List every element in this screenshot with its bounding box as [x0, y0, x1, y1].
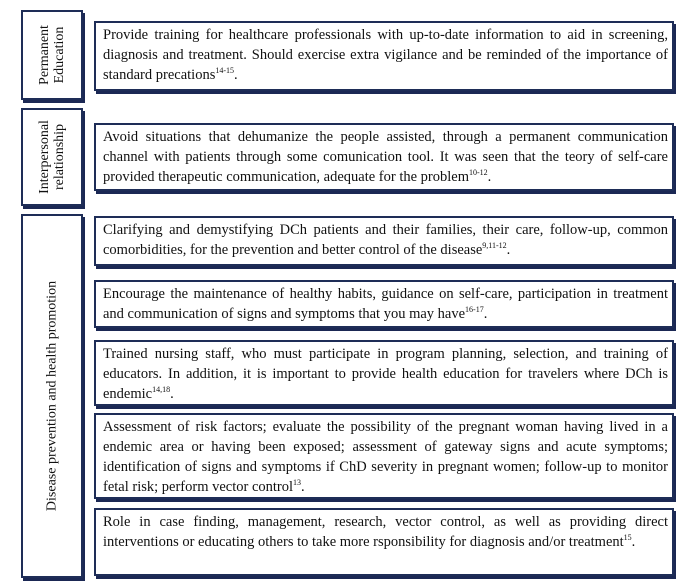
item-ref: 14,18	[152, 385, 171, 394]
category-label: Permanent Education	[37, 25, 67, 85]
item-ref: 9,11-12	[482, 241, 507, 250]
item-end: .	[234, 67, 238, 83]
item-end: .	[170, 386, 174, 402]
item-text: Clarifying and demystifying DCh patients and their families, their care, follow-up, common comorbidities, for the prevention and better control of the disease	[103, 222, 668, 258]
item-text: Avoid situations that dehumanize the people assisted, through a permanent communication channel with patients through some comunication tool. It was seen that the teory of self-care provided therapeutic communication, adequate for the problem	[103, 129, 668, 185]
item-box	[94, 123, 674, 191]
item-end: .	[631, 534, 636, 550]
item-end: .	[506, 242, 511, 258]
category-disease-prevention	[21, 214, 83, 578]
category-label: Interpersonal relationship	[37, 120, 67, 194]
item-box	[94, 21, 674, 91]
item-end: .	[483, 306, 488, 322]
item-box	[94, 508, 674, 576]
category-permanent-education	[21, 10, 83, 100]
item-end: .	[301, 479, 305, 495]
item-ref: 14-15	[215, 66, 235, 75]
item-text: Assessment of risk factors; evaluate the possibility of the pregnant woman having lived in a endemic area or having been exposed; assessment of gateway signs and acute symptoms; identification of signs and symptoms if ChD severity in pregnant women; follow-up to monitor fetal risk; perform vector control	[103, 419, 668, 495]
category-interpersonal-relationship	[21, 108, 83, 206]
item-ref: 13	[293, 478, 302, 487]
item-ref: 10-12	[469, 168, 488, 177]
item-box	[94, 413, 674, 499]
item-box	[94, 280, 674, 328]
item-ref: 16-17	[465, 305, 484, 314]
item-ref: 15	[623, 533, 632, 542]
item-end: .	[487, 169, 492, 185]
item-text: Role in case finding, management, research, vector control, as well as providing direct interventions or educating others to take more rsponsibility for diagnosis and/or treatment	[103, 514, 668, 550]
category-label: Disease prevention and health promotion	[44, 280, 60, 512]
item-text: Trained nursing staff, who must participate in program planning, selection, and training of educators. In addition, it is important to provide health education for travelers where DCh is endemic	[103, 346, 668, 402]
item-text: Provide training for healthcare professionals with up-to-date information to aid in screening, diagnosis and treatment. Should exercise extra vigilance and be reminded of the importance of standard precations	[103, 27, 668, 83]
item-box	[94, 216, 674, 266]
item-text: Encourage the maintenance of healthy habits, guidance on self-care, participation in treatment and communication of signs and symptoms that you may have	[103, 286, 668, 322]
item-box	[94, 340, 674, 406]
